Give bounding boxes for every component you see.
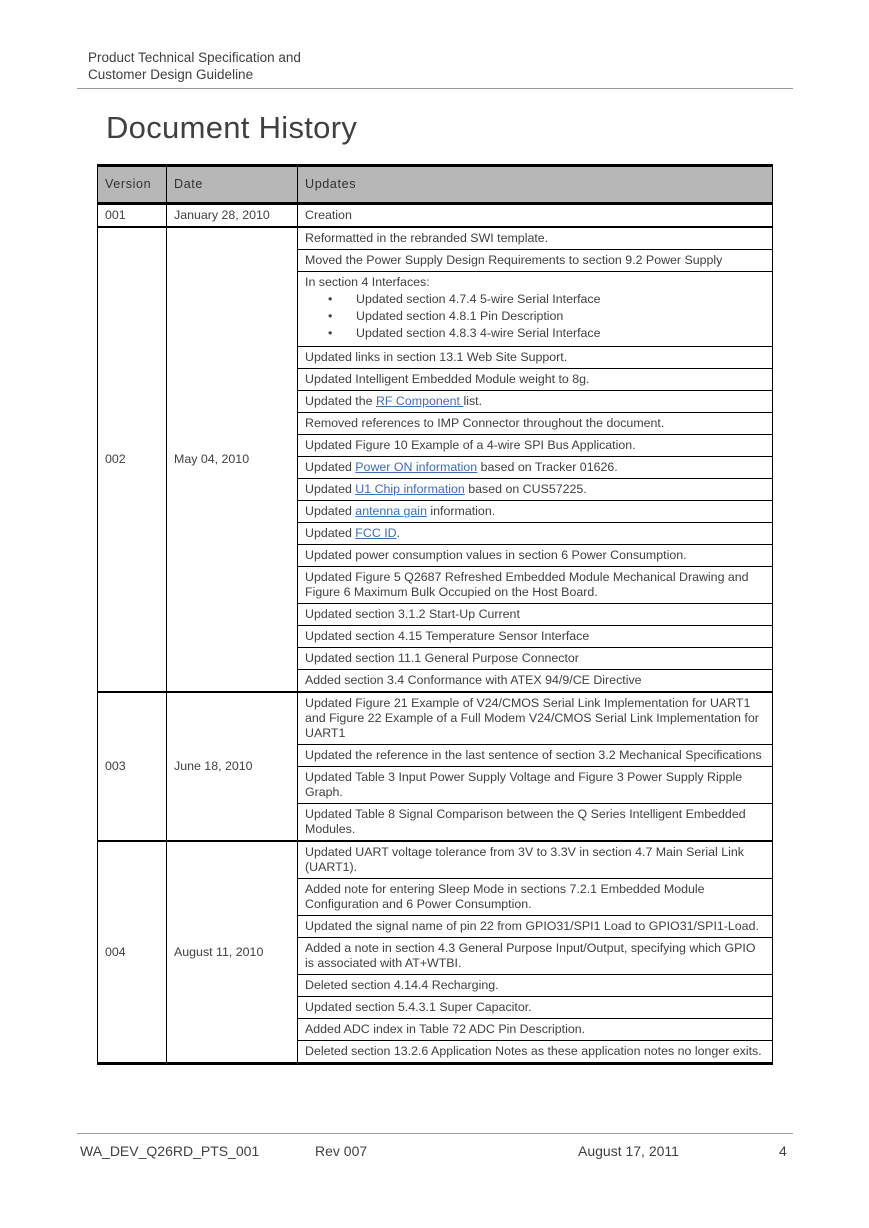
date-cell: January 28, 2010: [167, 204, 298, 228]
update-cell: Deleted section 13.2.6 Application Notes as these application notes no longer exits.: [298, 1041, 773, 1064]
list-item: • Updated section 4.7.4 5-wire Serial Interface: [356, 292, 765, 307]
update-text: information.: [426, 504, 496, 518]
header-divider: [77, 88, 793, 89]
update-text: list.: [463, 394, 483, 408]
column-header-version: Version: [98, 166, 167, 204]
list-item: • Updated section 4.8.3 4-wire Serial Interface: [356, 326, 765, 341]
bullet-list: [305, 292, 765, 341]
update-cell: Deleted section 4.14.4 Recharging.: [298, 975, 773, 997]
update-text: Updated: [305, 460, 356, 474]
update-cell: Updated Figure 5 Q2687 Refreshed Embedded Module Mechanical Drawing and Figure 6 Maximum Bulk Occupied on the Host Board.: [298, 567, 773, 604]
update-text: based on Tracker 01626.: [477, 460, 618, 474]
list-item: • Updated section 4.8.1 Pin Description: [356, 309, 765, 324]
update-cell: [298, 479, 773, 501]
update-cell: Updated Table 3 Input Power Supply Voltage and Figure 3 Power Supply Ripple Graph.: [298, 767, 773, 804]
update-cell: [298, 501, 773, 523]
table-row: [98, 692, 773, 745]
document-history-table: [97, 164, 773, 1065]
update-cell: Updated section 4.15 Temperature Sensor Interface: [298, 626, 773, 648]
table-row: [98, 204, 773, 228]
update-cell: [298, 523, 773, 545]
update-cell: Added ADC index in Table 72 ADC Pin Description.: [298, 1019, 773, 1041]
running-header: [88, 49, 301, 83]
date-cell: June 18, 2010: [167, 692, 298, 841]
update-cell: Added a note in section 4.3 General Purpose Input/Output, specifying which GPIO is associated with AT+WTBI.: [298, 938, 773, 975]
version-cell: 004: [98, 841, 167, 1064]
update-cell: Updated power consumption values in section 6 Power Consumption.: [298, 545, 773, 567]
update-text: Updated: [305, 504, 356, 518]
header-line-2: Customer Design Guideline: [88, 67, 254, 82]
update-intro: In section 4 Interfaces:: [305, 275, 430, 289]
update-cell: [298, 391, 773, 413]
column-header-date: Date: [167, 166, 298, 204]
update-cell: Updated the reference in the last sentence of section 3.2 Mechanical Specifications: [298, 745, 773, 767]
update-cell: Updated Intelligent Embedded Module weight to 8g.: [298, 369, 773, 391]
footer-revision: Rev 007: [315, 1143, 368, 1159]
version-group-004: [98, 841, 773, 1064]
update-cell: Updated Table 8 Signal Comparison between the Q Series Intelligent Embedded Modules.: [298, 804, 773, 842]
power-on-information-link[interactable]: Power ON information: [355, 460, 478, 474]
date-cell: August 11, 2010: [167, 841, 298, 1064]
footer-document-id: WA_DEV_Q26RD_PTS_001: [80, 1143, 260, 1159]
update-cell: Updated section 11.1 General Purpose Connector: [298, 648, 773, 670]
update-cell: Updated the signal name of pin 22 from GPIO31/SPI1 Load to GPIO31/SPI1-Load.: [298, 916, 773, 938]
update-cell: Added section 3.4 Conformance with ATEX 94/9/CE Directive: [298, 670, 773, 693]
update-cell: Updated Figure 21 Example of V24/CMOS Serial Link Implementation for UART1 and Figure 22 Example of a Full Modem V24/CMOS Serial Link Implementation for UART1: [298, 692, 773, 745]
update-text: Updated: [305, 526, 356, 540]
table-row: [98, 227, 773, 250]
update-text: Updated: [305, 482, 356, 496]
u1-chip-information-link[interactable]: U1 Chip information: [355, 482, 465, 496]
update-text: .: [396, 526, 401, 540]
update-cell: Updated section 3.1.2 Start-Up Current: [298, 604, 773, 626]
update-cell: Updated section 5.4.3.1 Super Capacitor.: [298, 997, 773, 1019]
version-cell: 003: [98, 692, 167, 841]
date-cell: May 04, 2010: [167, 227, 298, 692]
column-header-updates: Updates: [298, 166, 773, 204]
update-text: based on CUS57225.: [464, 482, 587, 496]
version-cell: 001: [98, 204, 167, 228]
update-cell: Updated links in section 13.1 Web Site Support.: [298, 347, 773, 369]
antenna-gain-link[interactable]: antenna gain: [355, 504, 427, 518]
header-line-1: Product Technical Specification and: [88, 50, 301, 65]
fcc-id-link[interactable]: FCC ID: [355, 526, 397, 540]
update-cell: Updated UART voltage tolerance from 3V to 3.3V in section 4.7 Main Serial Link (UART1).: [298, 841, 773, 879]
footer-page-number: 4: [779, 1143, 787, 1159]
rf-component-link[interactable]: RF Component: [375, 394, 464, 408]
version-group-001: [98, 204, 773, 228]
page-title: Document History: [106, 110, 358, 145]
version-group-003: [98, 692, 773, 841]
version-cell: 002: [98, 227, 167, 692]
footer-date: August 17, 2011: [578, 1143, 679, 1159]
update-text: Updated the: [305, 394, 376, 408]
update-cell: Added note for entering Sleep Mode in sections 7.2.1 Embedded Module Configuration and 6 Power Consumption.: [298, 879, 773, 916]
update-cell: Removed references to IMP Connector throughout the document.: [298, 413, 773, 435]
footer-divider: [77, 1133, 793, 1134]
update-cell: Moved the Power Supply Design Requirements to section 9.2 Power Supply: [298, 250, 773, 272]
update-cell: Creation: [298, 204, 773, 228]
version-group-002: [98, 227, 773, 692]
update-cell: [298, 272, 773, 347]
table-header-row: [98, 166, 773, 204]
table-row: [98, 841, 773, 879]
update-cell: Updated Figure 10 Example of a 4-wire SPI Bus Application.: [298, 435, 773, 457]
update-cell: [298, 457, 773, 479]
update-cell: Reformatted in the rebranded SWI template.: [298, 227, 773, 250]
